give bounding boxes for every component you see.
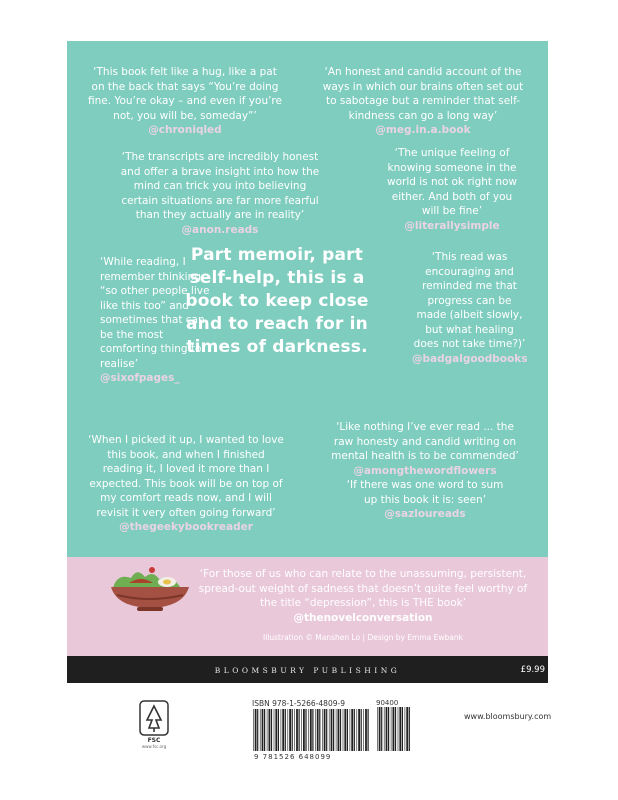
barcode-bar — [294, 709, 295, 751]
quote-text: ‘If there was one word to sum up this book it is: seen’ — [346, 479, 504, 506]
barcode-bar — [347, 709, 348, 751]
barcode-bar — [267, 709, 268, 751]
reviewer-handle: @amongthewordflowers — [353, 464, 497, 477]
barcode-bar — [402, 707, 403, 751]
barcode-bar — [386, 707, 388, 751]
barcode-bar — [271, 709, 272, 751]
reviewer-handle: @sixofpages_ — [100, 372, 180, 384]
barcode-bar — [329, 709, 330, 751]
price-addon-barcode — [376, 707, 412, 751]
barcode-bar — [399, 707, 401, 751]
barcode-bar — [344, 709, 346, 751]
bowl-illustration — [107, 561, 193, 613]
barcode-bar — [310, 709, 312, 751]
quote-text: ‘This book felt like a hug, like a pat on the back that says “You’re doing fine. You’re okay – and even if you’re not, you will be, someday”’ — [88, 66, 282, 122]
reviewer-handle: @meg.in.a.book — [375, 124, 471, 136]
barcode-bar — [388, 707, 389, 751]
review-quote — [325, 420, 525, 478]
quote-text: ‘The unique feeling of knowing someone in the world is not ok right now either. And both of you will be fine’ — [386, 147, 518, 217]
barcode-bar — [354, 709, 355, 751]
barcode-addon-number: 90400 — [376, 699, 399, 707]
quote-text: ‘This read was encouraging and reminded me that progress can be made (albeit slowly, but what healing does not take time?)’ — [413, 251, 526, 350]
isbn-barcode — [252, 709, 372, 751]
design-credits: Illustration © Manshen Lo | Design by Emma Ewbank — [263, 633, 463, 642]
barcode-bar — [292, 709, 293, 751]
barcode-bar — [281, 709, 282, 751]
barcode-bar — [324, 709, 326, 751]
reviewer-handle: @literallysimple — [404, 219, 500, 232]
review-quote — [345, 478, 505, 522]
barcode-bar — [377, 707, 378, 751]
barcode-bar — [358, 709, 360, 751]
barcode-bar — [363, 709, 364, 751]
barcode-bar — [275, 709, 277, 751]
quote-text: ‘An honest and candid account of the ways in which our brains often set out to sabotage but a reminder that self-kindness can go a long way’ — [322, 66, 524, 122]
quote-text: ‘For those of us who can relate to the unassuming, persistent, spread-out weight of sadness that doesn’t quite feel worthy of the title “depression”, this is THE book’ — [198, 568, 528, 609]
barcode-bar — [312, 709, 313, 751]
publisher-name: BLOOMSBURY PUBLISHING — [214, 666, 401, 675]
barcode-bar — [315, 709, 316, 751]
barcode-bar — [338, 709, 340, 751]
barcode-bar — [357, 709, 358, 751]
isbn-text: ISBN 978-1-5266-4809-9 — [252, 699, 345, 708]
barcode-bar — [393, 707, 395, 751]
barcode-bar — [317, 709, 319, 751]
barcode-bar — [340, 709, 341, 751]
barcode-bar — [255, 709, 257, 751]
barcode-bar — [322, 709, 323, 751]
barcode-bar — [384, 707, 385, 751]
barcode-bar — [319, 709, 320, 751]
barcode-bar — [351, 709, 353, 751]
barcode-bar — [296, 709, 298, 751]
barcode-bar — [336, 709, 337, 751]
barcode-bar — [391, 707, 392, 751]
barcode-bar — [368, 709, 369, 751]
barcode-bar — [326, 709, 327, 751]
barcode-bar — [361, 709, 362, 751]
review-quote — [115, 150, 325, 237]
barcode-bar — [288, 709, 289, 751]
quote-text: ‘When I picked it up, I wanted to love this book, and when I finished reading it, I loved it more than I expected. This book will be on top of my comfort reads now, and I will revisit it very often going forward’ — [88, 434, 284, 519]
barcode-bar — [379, 707, 381, 751]
barcode-bar — [278, 709, 279, 751]
barcode-bar — [262, 709, 264, 751]
featured-quote — [193, 567, 533, 625]
price-label: £9.99 — [520, 665, 545, 675]
barcode-bar — [333, 709, 334, 751]
barcode-bar — [409, 707, 410, 751]
barcode-bar — [264, 709, 265, 751]
reviewer-handle: @badgalgoodbooks — [412, 352, 528, 365]
barcode-bar — [405, 707, 406, 751]
reviewer-handle: @sazloureads — [384, 508, 466, 520]
fsc-label: FSC — [147, 737, 161, 744]
barcode-bar — [269, 709, 271, 751]
review-quote — [412, 250, 527, 366]
quote-text: ‘While reading, I remember thinking “so other people live like this too” and sometimes that can be the most comforting thing to realise’ — [100, 256, 210, 370]
quote-text: ‘Like nothing I’ve ever read ... the raw honesty and candid writing on mental health is to be commended’ — [331, 421, 519, 462]
barcode-bar — [406, 707, 408, 751]
barcode-bar — [299, 709, 300, 751]
reviewer-handle: @chroniqled — [148, 124, 222, 136]
barcode-bar — [381, 707, 382, 751]
publisher-website: www.bloomsbury.com — [464, 712, 552, 721]
reviewer-handle: @anon.reads — [181, 223, 259, 236]
barcode-bar — [274, 709, 275, 751]
fsc-url: www.fsc.org — [141, 744, 167, 749]
barcode-bar — [305, 709, 306, 751]
quote-text: ‘The transcripts are incredibly honest and offer a brave insight into how the mind can trick you into believing certain situations are far more fearful than they actually are in reality’ — [120, 151, 320, 221]
barcode-bar — [331, 709, 333, 751]
barcode-bar — [303, 709, 305, 751]
barcode-bar — [308, 709, 309, 751]
barcode-bar — [301, 709, 302, 751]
barcode-bar — [289, 709, 291, 751]
barcode-bar — [398, 707, 399, 751]
barcode-bar — [365, 709, 367, 751]
barcode-bar — [395, 707, 396, 751]
review-quote — [85, 65, 285, 138]
barcode-bar — [285, 709, 286, 751]
review-quote — [86, 433, 286, 535]
barcode-bar — [260, 709, 261, 751]
review-quote — [382, 146, 522, 233]
barcode-bar — [282, 709, 284, 751]
barcode-bar — [350, 709, 351, 751]
book-blurb: Part memoir, part self-help, this is a book to keep close and to reach for in times of darkness. — [185, 245, 369, 357]
reviewer-handle: @thenovelconversation — [293, 611, 433, 624]
barcode-bar — [253, 709, 254, 751]
review-quote — [318, 65, 528, 138]
reviewer-handle: @thegeekybookreader — [119, 521, 253, 533]
barcode-number: 9 781526 648099 — [254, 753, 332, 761]
fsc-logo-icon — [139, 700, 169, 736]
barcode-bar — [343, 709, 344, 751]
barcode-bar — [257, 709, 258, 751]
